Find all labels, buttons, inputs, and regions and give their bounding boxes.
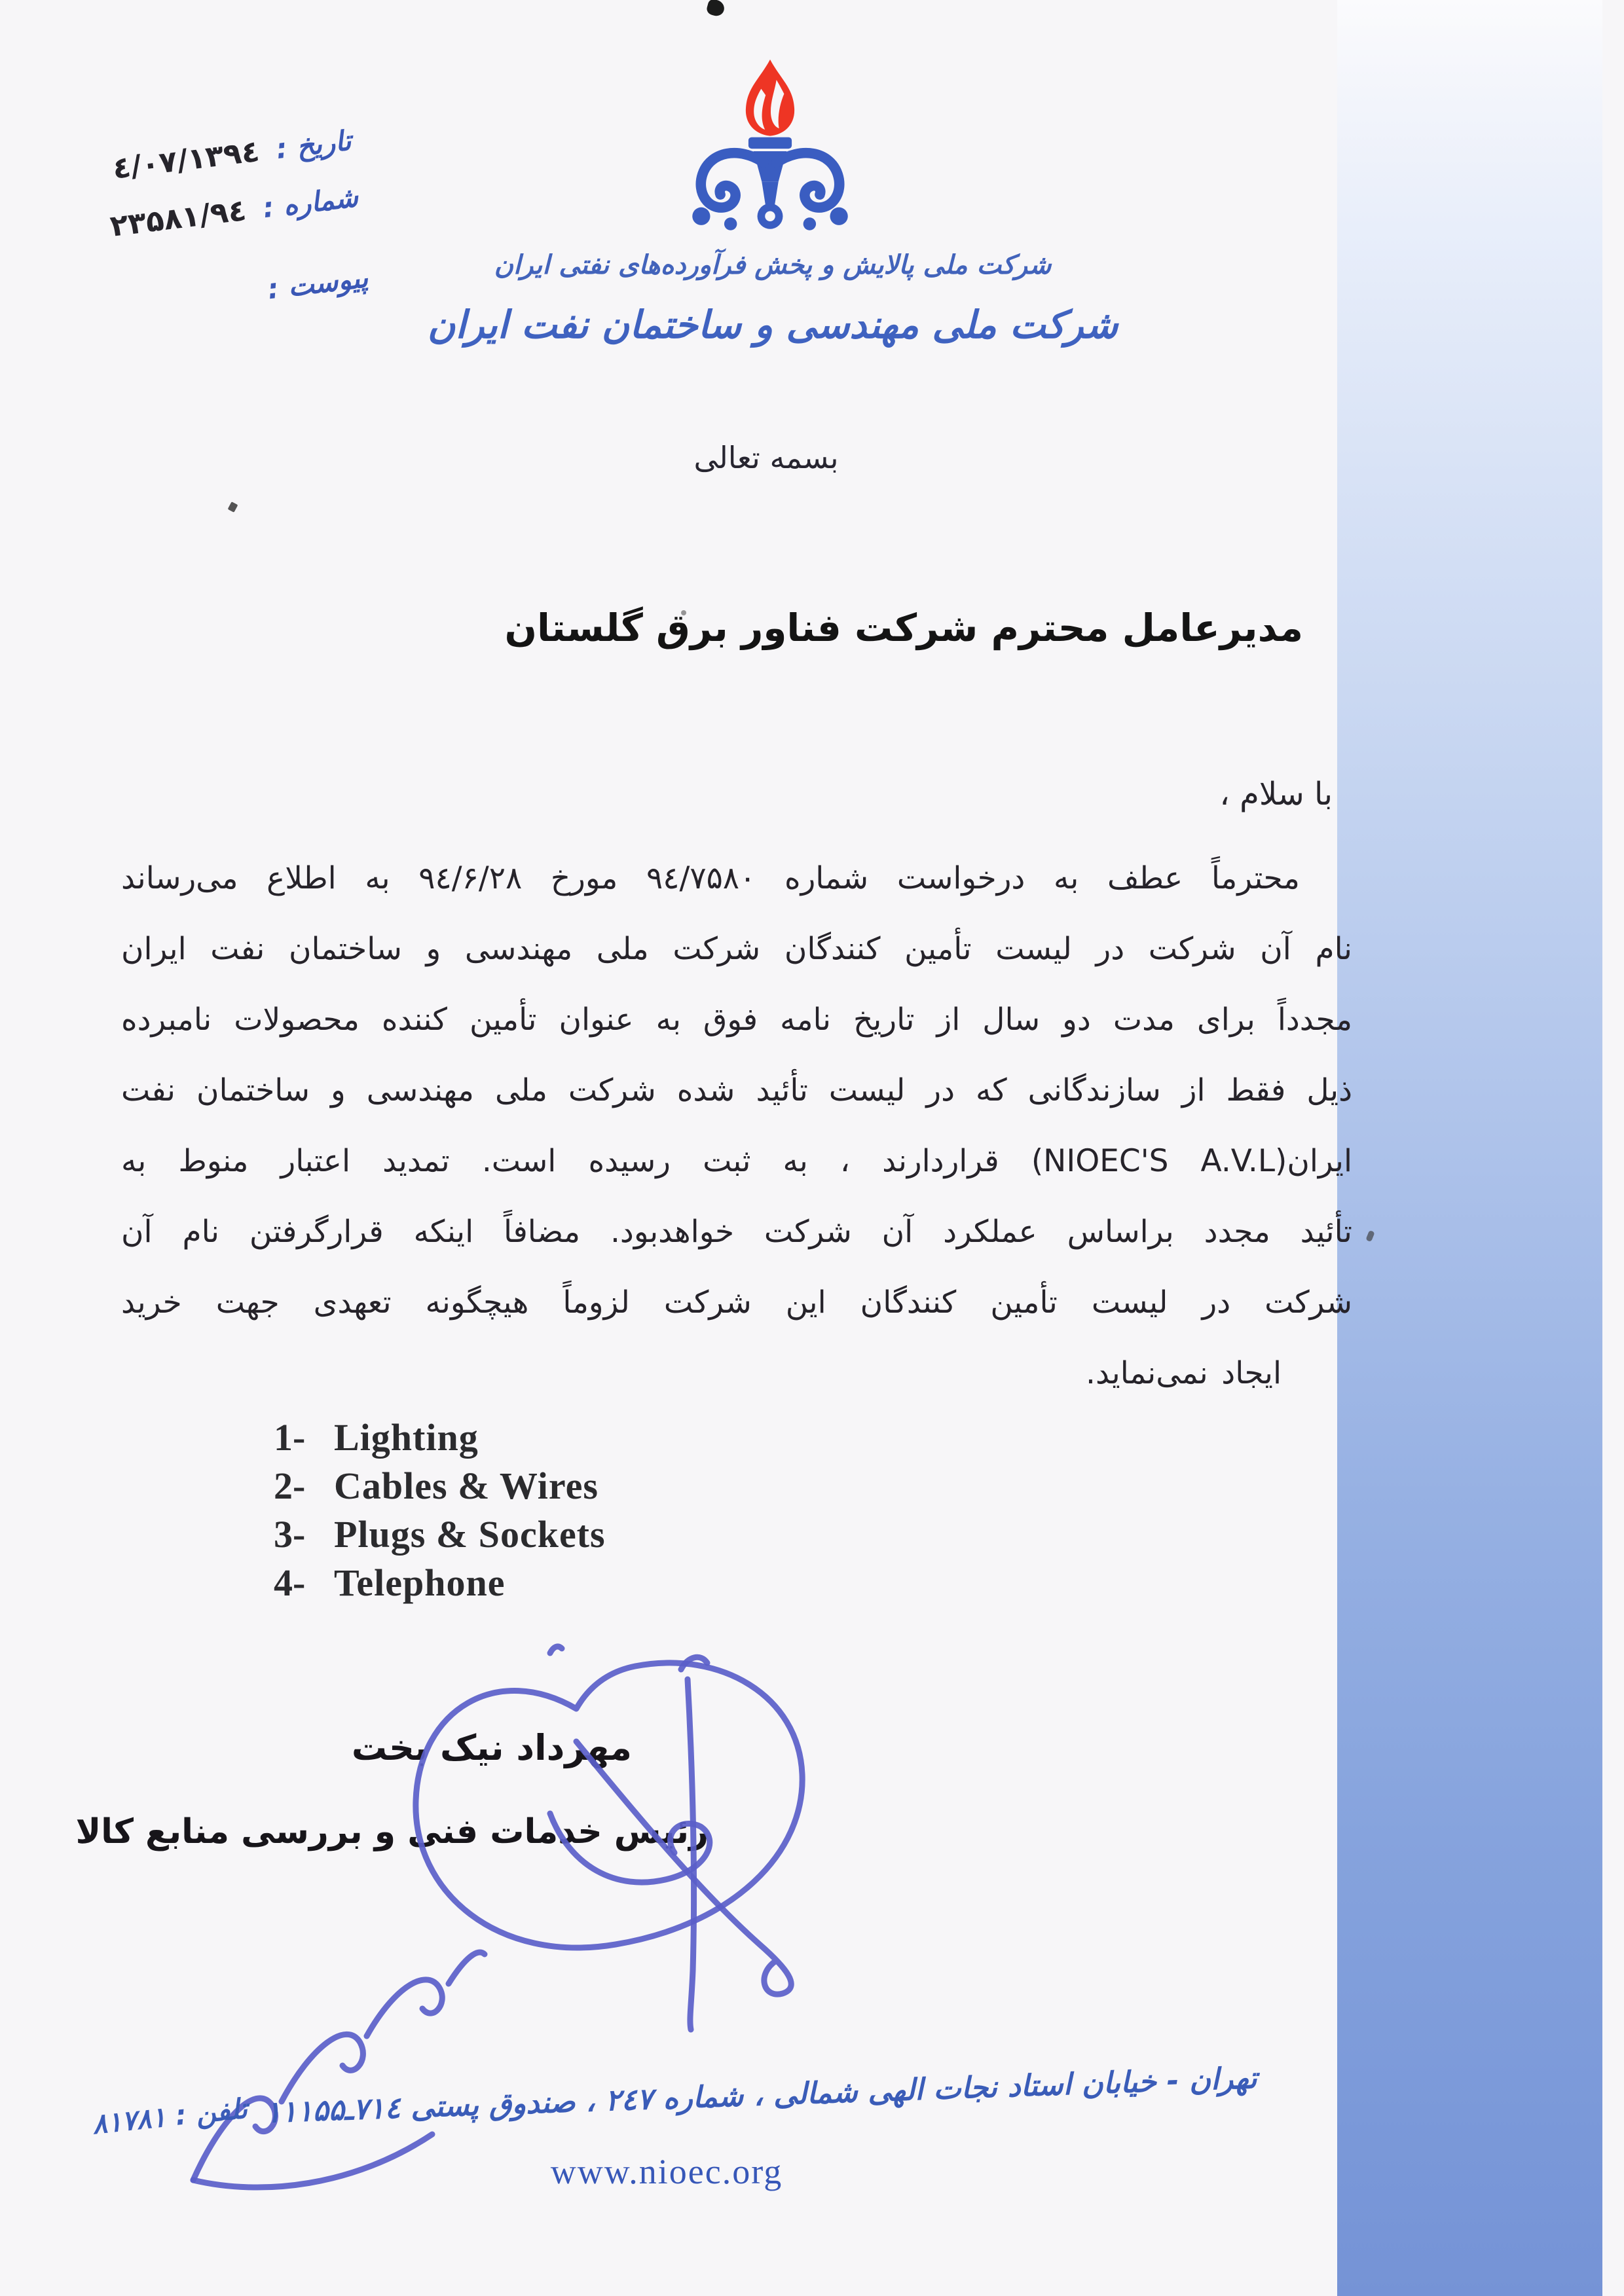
body-line: تأئید مجدد براساس عملکرد آن شرکت خواهدبود. مضافاً اینکه قرارگرفتن نام آن: [121, 1214, 1352, 1250]
product-list: [274, 1413, 606, 1607]
footer-phone-label: تلفن :: [174, 2092, 249, 2132]
list-item: [274, 1510, 606, 1558]
flame-icon: [746, 60, 794, 136]
salutation-line: با سلام ،: [1219, 776, 1333, 812]
footer-phone-value: ۸۱۷۸۱: [90, 2100, 168, 2141]
list-item-label: Lighting: [334, 1415, 479, 1459]
right-gradient-band: [1337, 0, 1602, 2296]
signer-name: مهرداد نیک بخت: [351, 1727, 632, 1768]
letterhead-meta-block: [88, 122, 369, 325]
body-line: ایران(NIOEC'S A.V.L) قراردارند ، به ثبت رسیده است. تمدید اعتبار منوط به: [121, 1143, 1352, 1179]
list-item: [274, 1461, 606, 1510]
number-value: ۹٤/۲۳۵۸۱: [108, 192, 248, 244]
org-name-nioec-line: شرکت ملی مهندسی و ساختمان نفت ایران: [427, 302, 1118, 347]
body-line: شرکت در لیست تأمین کنندگان این شرکت لزوماً هیچگونه تعهدی جهت خرید: [121, 1285, 1352, 1321]
list-item-label: Plugs & Sockets: [334, 1512, 606, 1556]
footer-address-text: تهران - خیابان استاد نجات الهی شمالی ، شماره ۲٤۷ ، صندوق پستی: [399, 2060, 1258, 2125]
list-item-label: Telephone: [334, 1561, 506, 1604]
list-item-number: 3-: [274, 1512, 306, 1556]
torch-base-icon: [692, 137, 847, 230]
torch-logo-icon: [668, 56, 872, 247]
list-item-number: 2-: [274, 1464, 306, 1507]
scan-artifact-star: [228, 501, 238, 513]
scan-artifact-top-mark: [705, 0, 726, 18]
attachment-label: پیوست :: [265, 261, 370, 306]
letter-body: [121, 843, 1352, 1409]
addressee-line: مدیرعامل محترم شرکت فناور برق گلستان: [504, 606, 1303, 650]
list-item-number: 4-: [274, 1561, 306, 1604]
date-label: تاریخ :: [274, 124, 353, 166]
list-item-number: 1-: [274, 1415, 306, 1459]
footer-website: www.nioec.org: [550, 2152, 783, 2191]
number-label: شماره :: [261, 180, 360, 225]
footer-pobox: ۱۱۱۵۵ـ۷۱٤: [265, 2090, 401, 2130]
bismillah-line: بسمه تعالی: [693, 440, 839, 475]
body-line: نام آن شرکت در لیست تأمین کنندگان شرکت ملی مهندسی و ساختمان نفت ایران: [121, 931, 1352, 967]
body-line: ذیل فقط از سازندگانی که در لیست تأئید شده شرکت ملی مهندسی و ساختمان نفت: [121, 1072, 1352, 1108]
list-item: [274, 1413, 606, 1461]
attachment-row: [106, 261, 370, 325]
list-item: [274, 1558, 606, 1607]
signer-title: رئیس خدمات فنی و بررسی منابع کالا: [75, 1812, 709, 1851]
list-item-label: Cables & Wires: [334, 1464, 599, 1507]
body-line: ایجاد نمی‌نماید.: [1086, 1355, 1282, 1391]
body-line: مجدداً برای مدت دو سال از تاریخ نامه فوق به عنوان تأمین کننده محصولات نامبرده: [121, 1002, 1352, 1038]
org-name-refining-line: شرکت ملی پالایش و پخش فرآورده‌های نفتی ایران: [494, 250, 1052, 280]
date-row: [88, 122, 352, 189]
number-row: [96, 179, 360, 245]
body-line: محترماً عطف به درخواست شماره ۹٤/۷۵۸۰ مورخ ۹٤/۶/۲۸ به اطلاع می‌رساند: [121, 860, 1300, 896]
nioc-torch-logo: [668, 56, 872, 247]
date-value: ۱۳۹٤/۰۷/٤: [111, 133, 261, 186]
